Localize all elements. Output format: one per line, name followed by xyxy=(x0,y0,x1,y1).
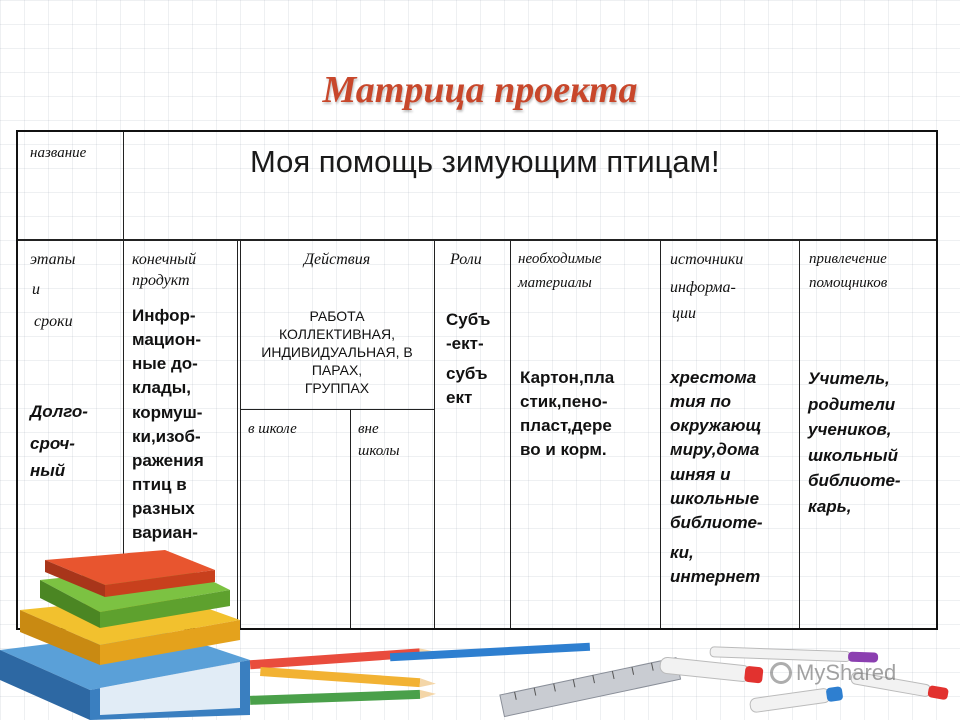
work-form-line: ГРУППАХ xyxy=(304,379,370,396)
watermark-text: MyShared xyxy=(796,660,897,685)
project-name: Моя помощь зимующим птицам! xyxy=(250,144,720,179)
sources-line: ки, xyxy=(670,542,694,562)
col-divider xyxy=(799,240,800,628)
row-divider xyxy=(240,409,434,410)
product-line: клады, xyxy=(132,378,192,398)
sources-line: шняя и xyxy=(670,464,731,484)
materials-header-1: необходимые xyxy=(518,251,602,267)
materials-line: стик,пено- xyxy=(520,392,608,412)
product-line: кормуш- xyxy=(132,402,203,422)
roles-line: субъ xyxy=(446,364,488,384)
sources-line: миру,дома xyxy=(670,440,760,460)
product-line: птиц в xyxy=(132,474,187,494)
stages-label-1: этапы xyxy=(30,251,76,268)
actions-in-school: в школе xyxy=(248,421,297,437)
stages-label-2: и xyxy=(32,281,40,298)
product-line: мацион- xyxy=(132,330,202,350)
helpers-header-2: помощников xyxy=(809,275,888,291)
stages-value-3: ный xyxy=(30,461,66,480)
page-title: Матрица проекта xyxy=(322,69,638,111)
col-divider xyxy=(350,410,351,628)
helpers-line: карь, xyxy=(808,496,852,516)
books-illustration xyxy=(0,540,250,720)
actions-header: Действия xyxy=(303,251,371,268)
materials-text xyxy=(520,366,658,463)
actions-work-forms xyxy=(244,308,430,398)
sources-line: школьные xyxy=(670,488,760,508)
work-form-line: КОЛЛЕКТИВНАЯ, xyxy=(279,325,395,342)
roles-header: Роли xyxy=(450,251,482,268)
product-header-2: продукт xyxy=(132,272,190,289)
product-line: вариан- xyxy=(132,523,198,543)
product-line: ки,изоб- xyxy=(132,426,201,446)
row-divider xyxy=(18,239,936,241)
roles-text xyxy=(446,308,508,411)
roles-line: -ект- xyxy=(446,334,484,354)
materials-line: пласт,дере xyxy=(520,416,612,436)
sources-line: окружающ xyxy=(670,416,762,436)
stages-label-3: сроки xyxy=(34,313,73,330)
sources-line: интернет xyxy=(670,567,761,586)
watermark-logo-icon xyxy=(770,662,792,684)
stages-value-1: Долго- xyxy=(30,402,88,421)
actions-outside-1: вне xyxy=(358,421,379,437)
product-line: ные до- xyxy=(132,354,198,374)
materials-line: Картон,пла xyxy=(520,368,615,387)
sources-line: библиоте- xyxy=(670,512,763,532)
product-line: разных xyxy=(132,499,195,518)
col-divider xyxy=(660,240,661,628)
roles-line: Субъ xyxy=(446,310,491,329)
work-form-line: ИНДИВИДУАЛЬНАЯ, В xyxy=(261,343,413,360)
product-line: Инфор- xyxy=(132,306,196,325)
sources-header-1: источники xyxy=(670,251,744,268)
materials-line: во и корм. xyxy=(520,440,607,460)
watermark xyxy=(770,660,896,686)
name-label: название xyxy=(30,145,87,161)
work-form-line: ПАРАХ, xyxy=(311,361,363,378)
sources-header-3: ции xyxy=(672,305,696,322)
col-divider xyxy=(510,240,511,628)
col-divider xyxy=(434,240,435,628)
helpers-text xyxy=(808,366,936,519)
stages-value-2: сроч- xyxy=(30,434,75,453)
roles-line: ект xyxy=(446,388,473,408)
helpers-header-1: привлечение xyxy=(809,251,887,267)
work-form-line: РАБОТА xyxy=(309,308,365,324)
sources-text xyxy=(670,366,798,589)
helpers-line: библиоте- xyxy=(808,471,901,490)
helpers-line: родители xyxy=(808,394,896,414)
product-header-1: конечный xyxy=(132,251,197,268)
helpers-line: Учитель, xyxy=(808,369,890,388)
sources-line: хрестома xyxy=(670,368,757,387)
sources-header-2: информа- xyxy=(670,279,736,296)
materials-header-2: материалы xyxy=(518,275,592,291)
product-line: ражения xyxy=(132,450,204,470)
actions-outside-2: школы xyxy=(358,443,400,459)
product-text xyxy=(132,304,236,569)
sources-line: тия по xyxy=(670,392,732,412)
helpers-line: школьный xyxy=(808,445,898,465)
helpers-line: учеников, xyxy=(808,420,892,439)
